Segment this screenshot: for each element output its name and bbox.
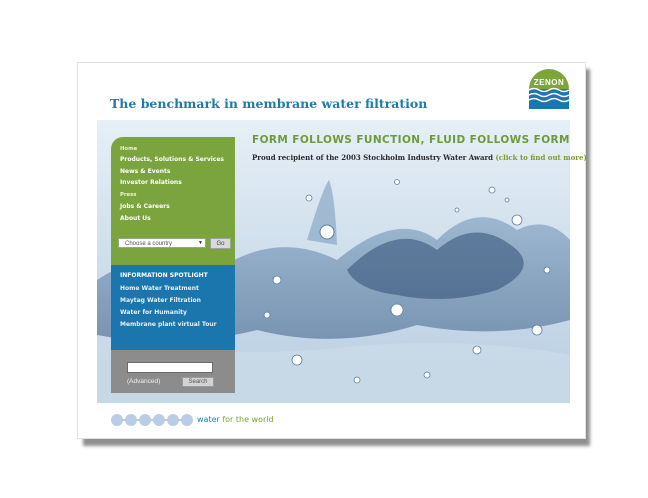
- spotlight-item-home-water[interactable]: Home Water Treatment: [120, 285, 199, 292]
- site-tagline: The benchmark in membrane water filtration: [110, 96, 428, 111]
- footer-slogan-water: water: [197, 415, 220, 424]
- logo-wordmark: ZENON: [533, 78, 565, 87]
- main-nav: [111, 137, 235, 270]
- footer-slogan-rest: for the world: [219, 415, 274, 424]
- nav-item-investor[interactable]: Investor Relations: [120, 179, 182, 186]
- award-text: [252, 153, 587, 162]
- advanced-search-link[interactable]: (Advanced): [127, 378, 161, 385]
- hero-banner: [97, 120, 587, 403]
- information-spotlight: [111, 265, 235, 350]
- hero-headline: FORM FOLLOWS FUNCTION, FLUID FOLLOWS FORM: [252, 134, 570, 146]
- nav-item-jobs[interactable]: Jobs & Careers: [120, 203, 170, 210]
- bubbles-icon: [110, 413, 195, 427]
- country-select[interactable]: [118, 238, 206, 248]
- search-panel: [111, 350, 235, 393]
- nav-item-press[interactable]: Press: [120, 192, 137, 198]
- chevron-down-icon: ▼: [198, 240, 203, 246]
- logo-waves-icon: [529, 69, 569, 109]
- spotlight-item-virtual-tour[interactable]: Membrane plant virtual Tour: [120, 321, 217, 328]
- zenon-logo[interactable]: [529, 69, 569, 109]
- country-select-value: Choose a country: [125, 241, 173, 247]
- award-link[interactable]: (click to find out more): [495, 153, 587, 162]
- nav-item-news[interactable]: News & Events: [120, 168, 171, 175]
- spotlight-item-humanity[interactable]: Water for Humanity: [120, 309, 187, 316]
- award-label: Proud recipient of the 2003 Stockholm Industry Water Award: [252, 153, 494, 162]
- nav-item-home[interactable]: Home: [120, 146, 138, 152]
- nav-item-products[interactable]: Products, Solutions & Services: [120, 156, 224, 163]
- search-input[interactable]: [127, 362, 213, 373]
- search-button[interactable]: Search: [182, 377, 214, 387]
- spotlight-item-maytag[interactable]: Maytag Water Filtration: [120, 297, 201, 304]
- footer-slogan: [197, 415, 274, 424]
- nav-item-about[interactable]: About Us: [120, 215, 151, 222]
- go-button[interactable]: Go: [210, 238, 231, 249]
- spotlight-title: INFORMATION SPOTLIGHT: [120, 272, 208, 279]
